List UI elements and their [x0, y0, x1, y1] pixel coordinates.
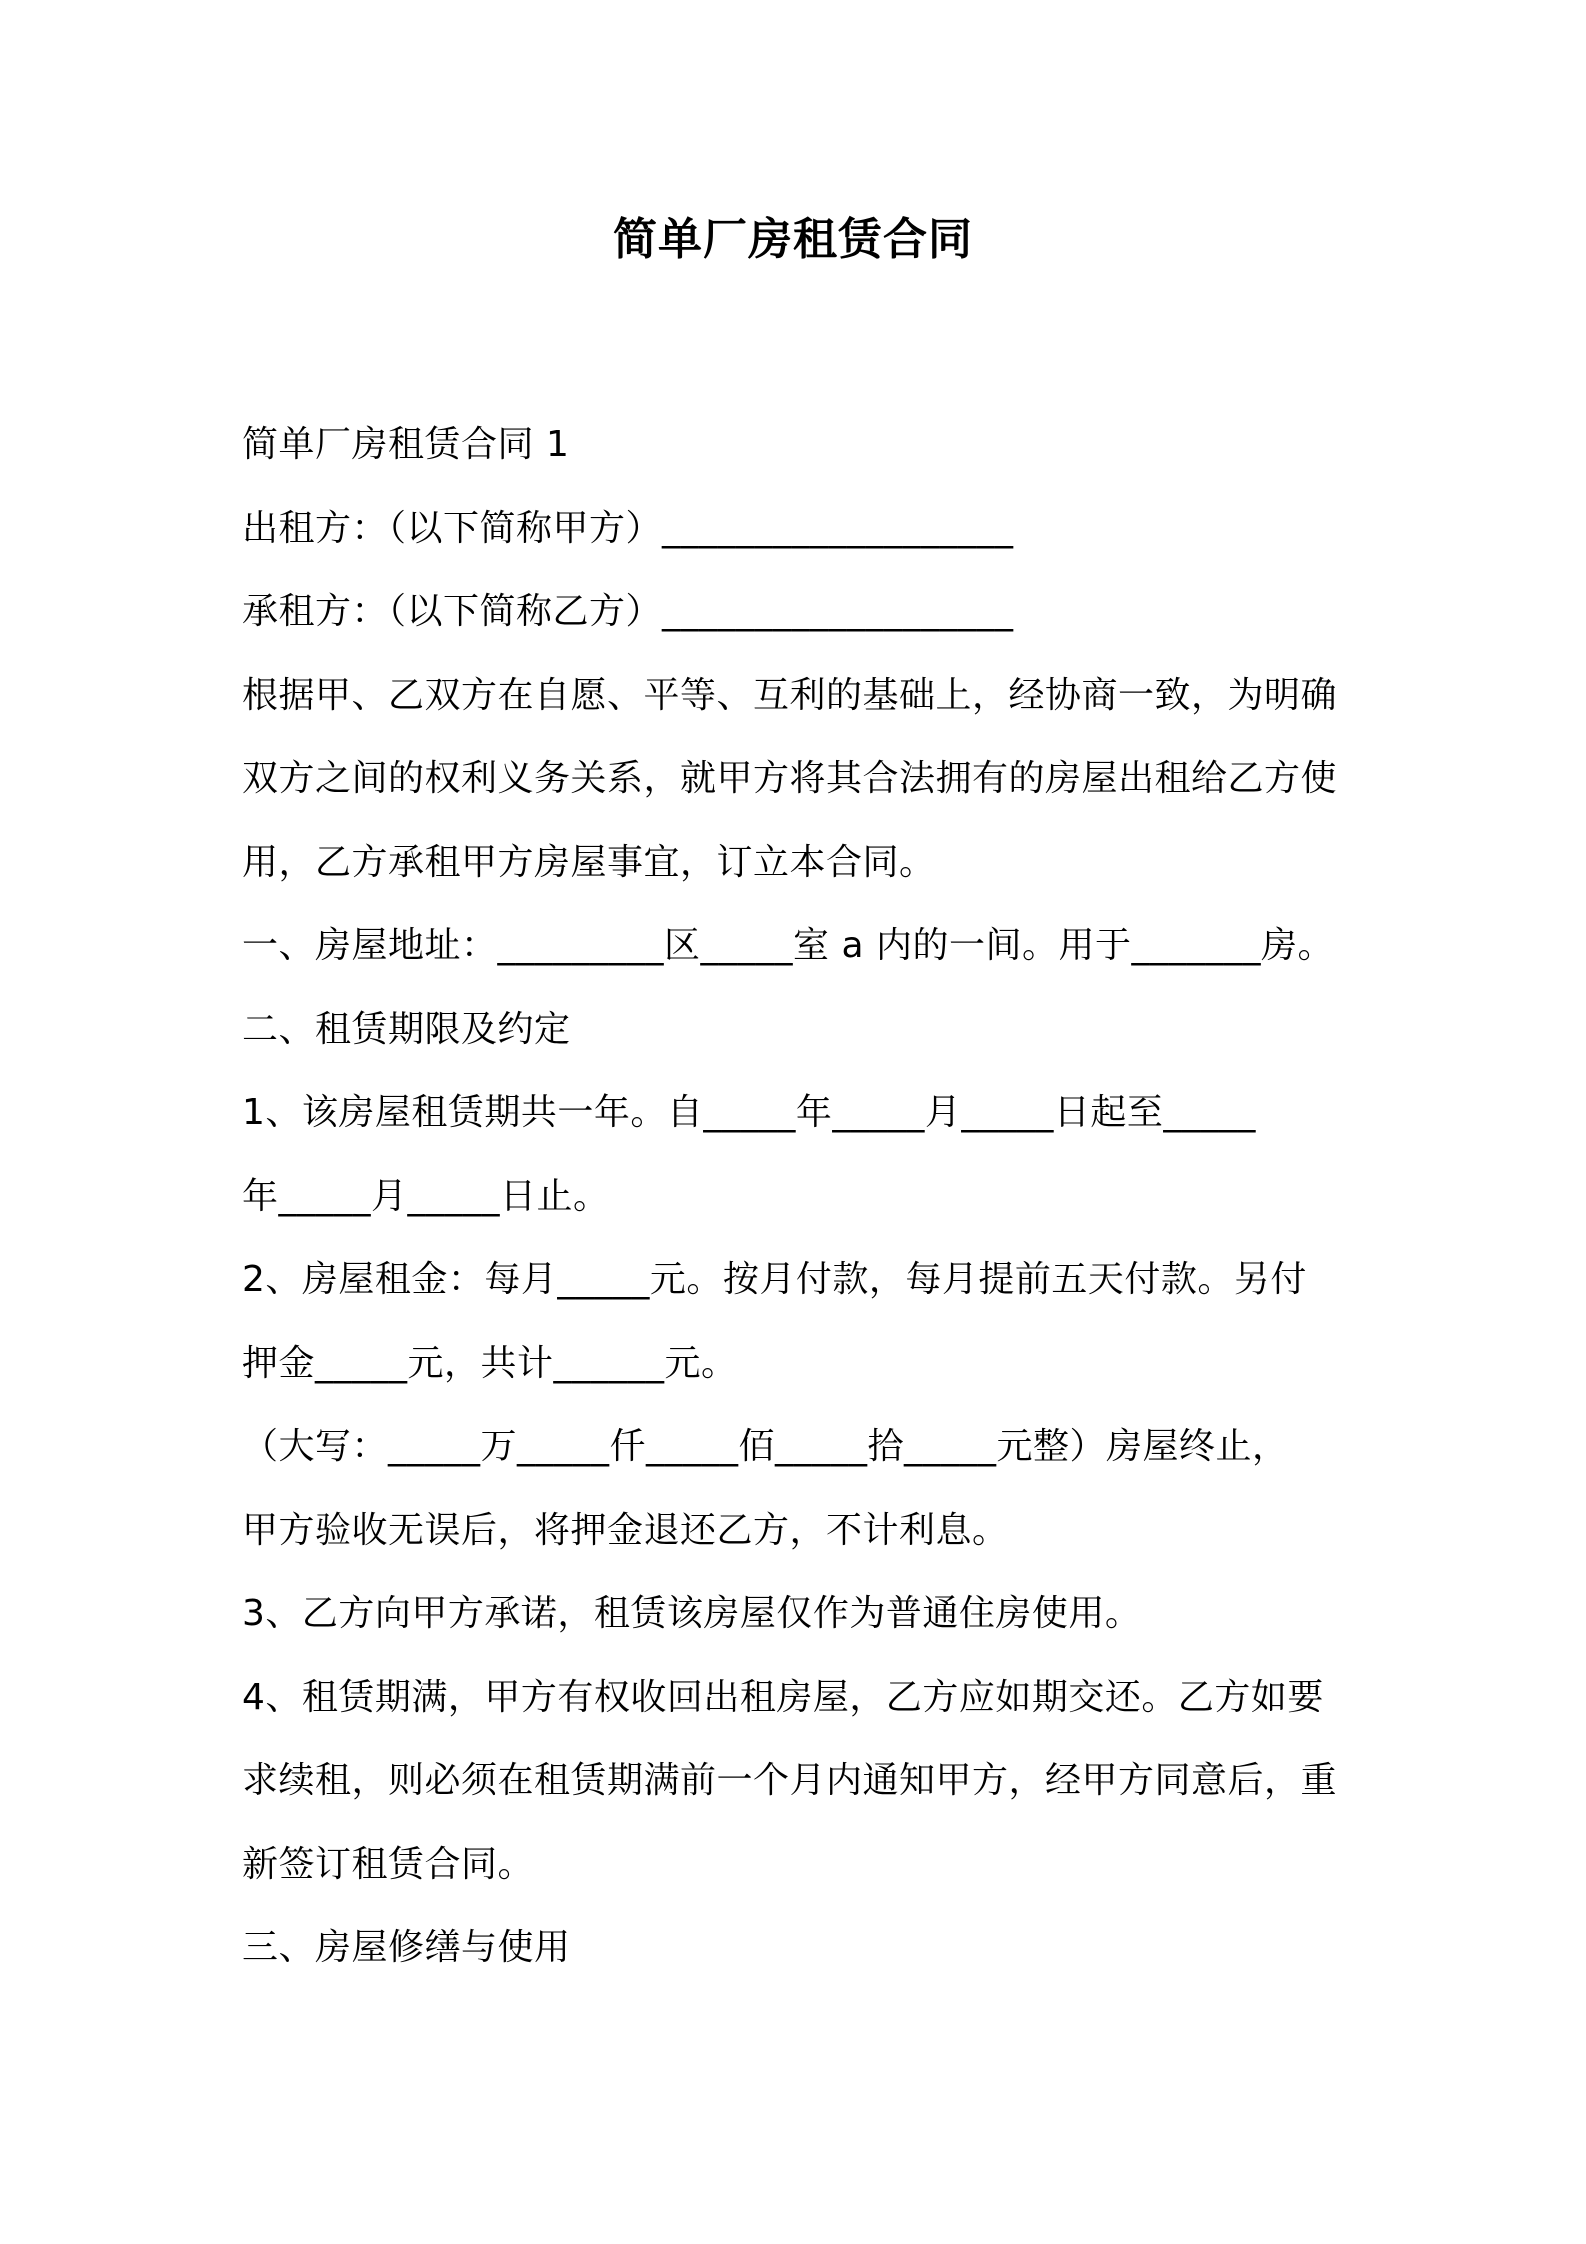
contract-heading: 简单厂房租赁合同 1	[242, 424, 570, 465]
section-3-heading: 三、房屋修缮与使用	[242, 1927, 571, 1968]
clause-2-line-3: （大写：_____万_____仟_____佰_____拾_____元整）房屋终止，	[242, 1426, 1289, 1467]
lessor-line: 出租方：（以下简称甲方）___________________	[242, 507, 1014, 549]
document-body	[242, 403, 1362, 1990]
preamble-line-1: 根据甲、乙双方在自愿、平等、互利的基础上，经协商一致，为明确	[242, 674, 1338, 716]
clause-2-line-1: 2、房屋租金：每月_____元。按月付款，每月提前五天付款。另付	[242, 1259, 1307, 1300]
clause-1-line-1: 1、该房屋租赁期共一年。自_____年_____月_____日起至_____	[242, 1092, 1256, 1133]
preamble-line-3: 用，乙方承租甲方房屋事宜，订立本合同。	[242, 841, 936, 883]
clause-2-line-2: 押金_____元，共计______元。	[242, 1342, 738, 1384]
clause-4-line-2: 求续租，则必须在租赁期满前一个月内通知甲方，经甲方同意后，重	[242, 1760, 1338, 1801]
section-1-address: 一、房屋地址：_________区_____室 a 内的一间。用于_______房。	[242, 925, 1334, 966]
document-title: 简单厂房租赁合同	[613, 214, 973, 265]
clause-1-line-2: 年_____月_____日止。	[242, 1175, 610, 1217]
clause-2-line-4: 甲方验收无误后，将押金退还乙方，不计利息。	[242, 1509, 1009, 1551]
clause-4-line-1: 4、租赁期满，甲方有权收回出租房屋，乙方应如期交还。乙方如要	[242, 1676, 1324, 1718]
preamble-line-2: 双方之间的权利义务关系，就甲方将其合法拥有的房屋出租给乙方使	[242, 758, 1338, 799]
section-2-heading: 二、租赁期限及约定	[242, 1008, 571, 1050]
clause-3: 3、乙方向甲方承诺，租赁该房屋仅作为普通住房使用。	[242, 1593, 1142, 1634]
lessee-line: 承租方：（以下简称乙方）___________________	[242, 591, 1014, 632]
clause-4-line-3: 新签订租赁合同。	[242, 1843, 535, 1885]
